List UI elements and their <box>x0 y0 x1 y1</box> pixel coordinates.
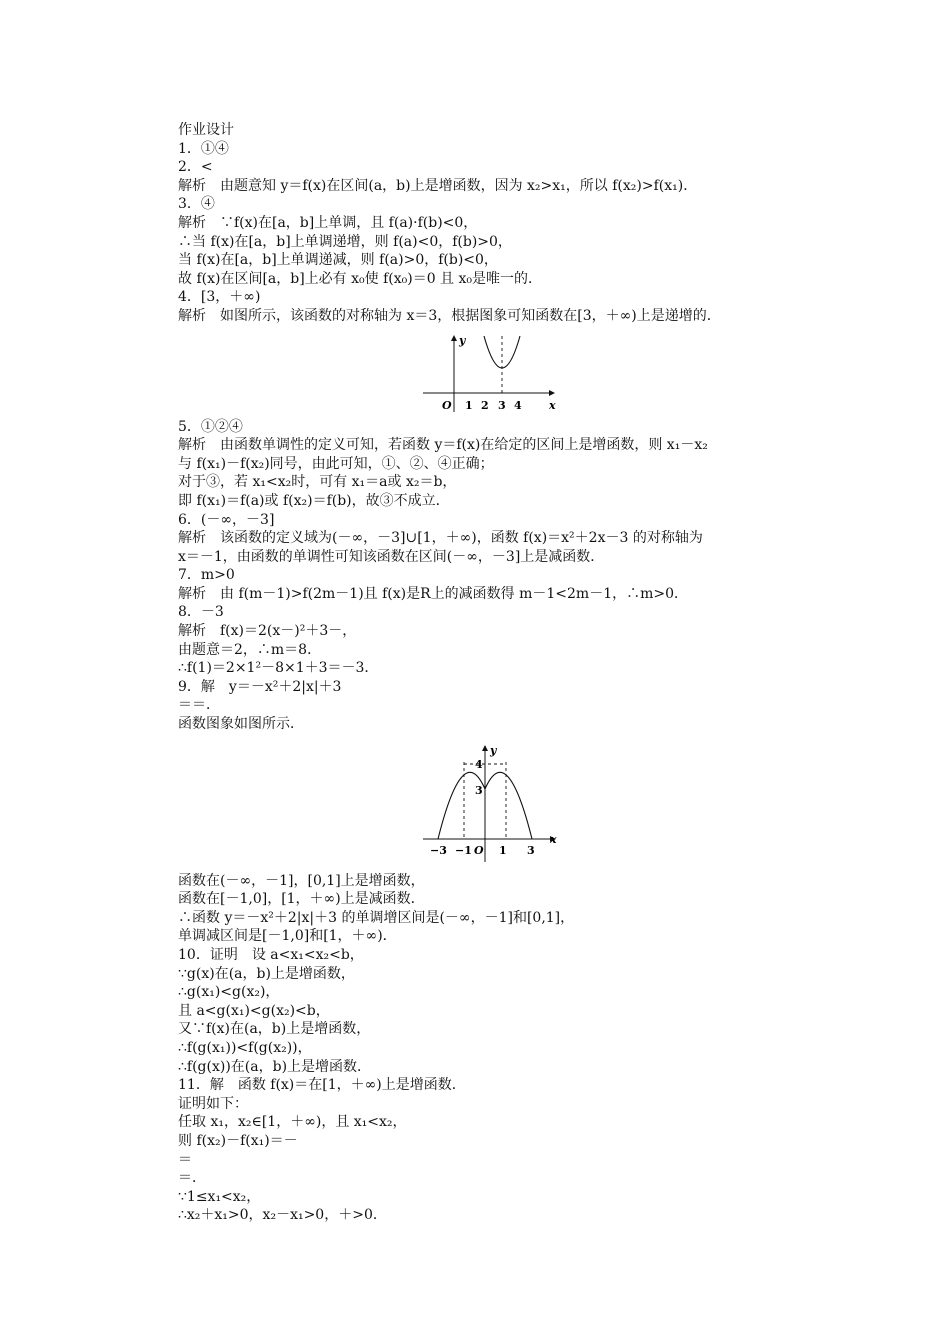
section-b <box>178 418 828 734</box>
x-tick-3-label: 3 <box>527 843 535 857</box>
text-line: 单调减区间是[－1,0]和[1，＋∞)． <box>178 928 397 945</box>
text-line: 解析 如图所示，该函数的对称轴为 x＝3，根据图象可知函数在[3，＋∞)上是递增的． <box>178 307 721 324</box>
y-axis-label: y <box>459 333 466 347</box>
text-line: 对于③，若 x₁<x₂时，可有 x₁＝a或 x₂＝b， <box>178 474 457 491</box>
text-line: 2．< <box>178 159 213 176</box>
text-line: 函数在(－∞，－1]，[0,1]上是增函数， <box>178 872 425 889</box>
text-line: 解析 由函数单调性的定义可知，若函数 y＝f(x)在给定的区间上是增函数，则 x₁－x₂ <box>178 437 708 454</box>
x-axis-label: x <box>549 398 556 412</box>
origin-label: O <box>474 843 484 857</box>
text-line: 8．－3 <box>178 604 224 621</box>
text-line: 任取 x₁，x₂∈[1，＋∞)，且 x₁<x₂， <box>178 1114 407 1131</box>
text-line: 证明如下： <box>178 1095 248 1112</box>
figure-double-hump <box>178 744 828 864</box>
text-line: 又∵f(x)在(a，b)上是增函数， <box>178 1021 371 1038</box>
text-line: 函数图象如图所示． <box>178 716 304 733</box>
text-line: ∴g(x₁)<g(x₂)， <box>178 984 280 1001</box>
text-line: ∵1≤x₁<x₂， <box>178 1188 261 1205</box>
text-line: 7．m>0 <box>178 567 235 584</box>
x-tick-label: 4 <box>514 398 522 412</box>
text-line: 5．①②④ <box>178 418 243 435</box>
text-line: 且 a<g(x₁)<g(x₂)<b， <box>178 1002 330 1019</box>
x-tick-neg1-label: −1 <box>455 843 472 857</box>
text-line: 当 f(x)在[a，b]上单调递减，则 f(a)>0，f(b)<0， <box>178 252 498 269</box>
text-line: ＝ <box>178 1151 192 1168</box>
text-line: 由题意＝2，∴m＝8． <box>178 641 322 658</box>
homework-page <box>178 121 828 1225</box>
x-axis-label: x <box>550 832 557 846</box>
text-line: ∴x₂＋x₁>0，x₂－x₁>0，＋>0． <box>178 1207 387 1224</box>
text-line: ∴f(g(x₁))<f(g(x₂))， <box>178 1039 312 1056</box>
text-line: ∵g(x)在(a，b)上是增函数， <box>178 965 355 982</box>
section-a <box>178 121 828 326</box>
figure-parabola <box>178 330 828 416</box>
y-tick-4-label: 4 <box>475 757 483 771</box>
text-line: 解析 ∵f(x)在[a，b]上单调，且 f(a)·f(b)<0， <box>178 214 478 231</box>
text-line: 解析 由题意知 y＝f(x)在区间(a，b)上是增函数，因为 x₂>x₁，所以 f(x₂)>f(x₁)． <box>178 177 698 194</box>
text-line: 6．(－∞，－3] <box>178 511 275 528</box>
y-tick-3-label: 3 <box>475 783 483 797</box>
text-line: 函数在[－1,0]，[1，＋∞)上是减函数． <box>178 891 425 908</box>
text-line: ∴函数 y＝－x²＋2|x|＋3 的单调增区间是(－∞，－1]和[0,1]， <box>178 909 575 926</box>
text-line: 解析 由 f(m－1)>f(2m－1)且 f(x)是R上的减函数得 m－1<2m－1，∴m>0． <box>178 585 689 602</box>
origin-label: O <box>442 398 452 412</box>
text-line: 与 f(x₁)－f(x₂)同号，由此可知，①、②、④正确； <box>178 455 494 472</box>
text-line: 即 f(x₁)＝f(a)或 f(x₂)＝f(b)，故③不成立． <box>178 492 450 509</box>
text-line: 9．解 y＝－x²＋2|x|＋3 <box>178 678 342 695</box>
text-line: 故 f(x)在区间[a，b]上必有 x₀使 f(x₀)＝0 且 x₀是唯一的． <box>178 270 543 287</box>
text-line: 解析 f(x)＝2(x－)²＋3－， <box>178 623 357 640</box>
text-line: 4．[3，＋∞) <box>178 289 261 306</box>
x-tick-1-label: 1 <box>499 843 507 857</box>
y-axis-label: y <box>490 743 497 757</box>
text-line: ∴当 f(x)在[a，b]上单调递增，则 f(a)<0，f(b)>0， <box>178 233 512 250</box>
double-hump-graph-svg <box>178 744 828 864</box>
text-line: 11．解 函数 f(x)＝在[1，＋∞)上是增函数． <box>178 1077 466 1094</box>
text-line: 则 f(x₂)－f(x₁)＝－ <box>178 1132 298 1149</box>
text-line: 10．证明 设 a<x₁<x₂<b， <box>178 947 364 963</box>
parabola-curve <box>484 336 520 368</box>
text-line: ∴f(g(x))在(a，b)上是增函数． <box>178 1058 372 1075</box>
text-line: 3．④ <box>178 196 215 213</box>
x-tick-label: 1 <box>465 398 473 412</box>
text-line: 解析 该函数的定义域为(－∞，－3]∪[1，＋∞)，函数 f(x)＝x²＋2x－3 的对称轴为 <box>178 530 703 547</box>
heading-homework: 作业设计 <box>178 122 234 138</box>
x-tick-label: 3 <box>498 398 506 412</box>
text-line: x＝－1，由函数的单调性可知该函数在区间(－∞，－3]上是减函数． <box>178 548 605 565</box>
text-line: ∴f(1)＝2×1²－8×1＋3＝－3． <box>178 660 379 677</box>
text-line: 1．①④ <box>178 140 229 157</box>
parabola-graph-svg <box>178 330 828 416</box>
x-tick-label: 2 <box>481 398 489 412</box>
text-line: ＝＝． <box>178 697 220 714</box>
section-c <box>178 872 828 1225</box>
text-line: ＝． <box>178 1170 206 1187</box>
x-tick-neg3-label: −3 <box>430 843 447 857</box>
